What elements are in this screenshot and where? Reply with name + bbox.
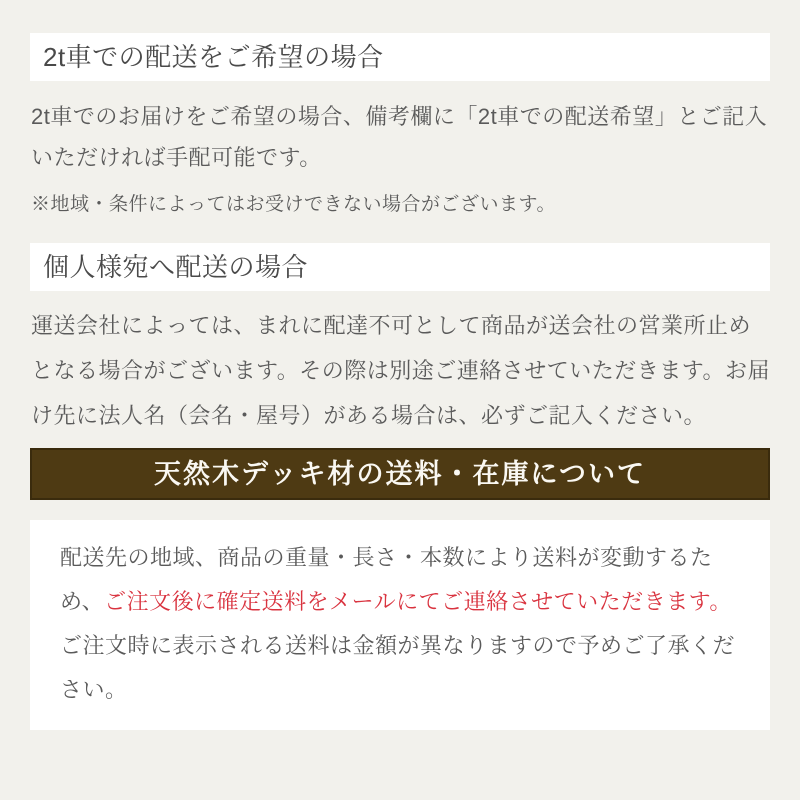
deck-material-shipping-banner: 天然木デッキ材の送料・在庫について — [30, 448, 770, 500]
section-body-2t-delivery: 2t車でのお届けをご希望の場合、備考欄に「2t車での配送希望」とご記入いただければ手配可能です。 — [31, 104, 768, 170]
shipping-fee-paragraph — [60, 536, 740, 712]
section-body-personal-delivery: 運送会社によっては、まれに配達不可として商品が送会社の営業所止めとなる場合がございます。その際は別途ご連絡させていただきます。お届け先に法人名（会名・屋号）がある場合は、必ずご記入ください。 — [31, 313, 770, 428]
section-heading-personal-delivery: 個人様宛へ配送の場合 — [30, 243, 770, 291]
shipping-fee-box — [30, 520, 770, 730]
section-heading-2t-delivery: 2t車での配送をご希望の場合 — [30, 33, 770, 81]
section-2t-delivery — [30, 33, 770, 219]
shipping-fee-text-highlight: ご注文後に確定送料をメールにてご連絡させていただきます。 — [104, 589, 732, 614]
section-note-2t-delivery: ※地域・条件によってはお受けできない場合がございます。 — [31, 194, 556, 215]
section-personal-delivery — [30, 243, 770, 438]
shipping-fee-text-tail: ご注文時に表示される送料は金額が異なりますので予めご了承ください。 — [60, 633, 736, 702]
shipping-fee-text-lead: 配送先の地域、商品の重量・長さ・本数により送料が変動するため、 — [60, 545, 713, 614]
